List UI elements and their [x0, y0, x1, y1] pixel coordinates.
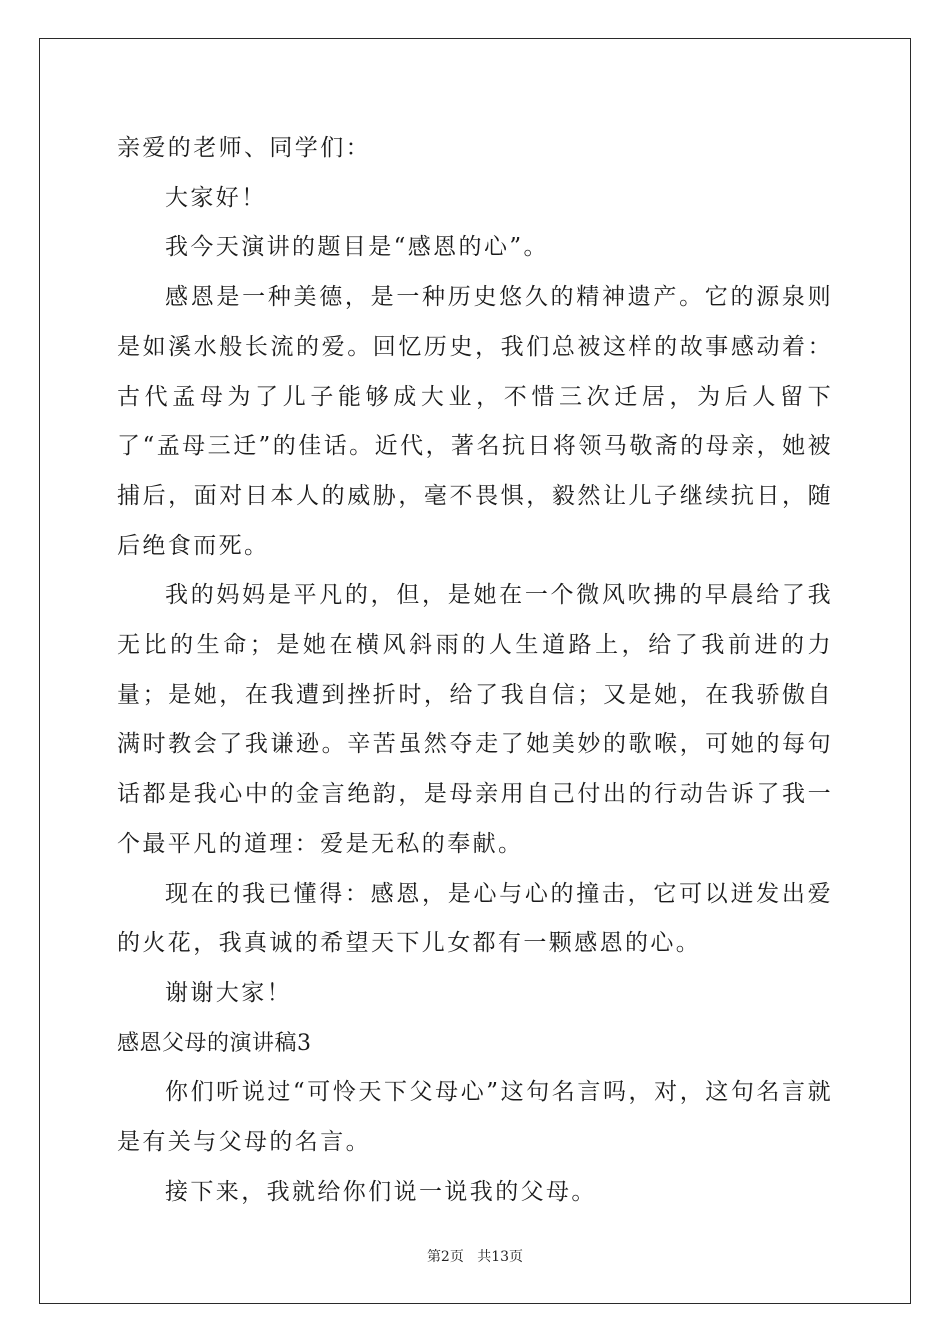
- section-heading: 感恩父母的演讲稿3: [117, 1030, 312, 1056]
- paragraph-intro-parents: 接下来，我就给你们说一说我的父母。: [165, 1178, 597, 1205]
- paragraph-greeting: 大家好！: [165, 184, 267, 211]
- paragraph-mother: 我的妈妈是平凡的，但，是她在一个微风吹拂的早晨给了我无比的生命；是她在横风斜雨的人生道路上，给了我前进的力量；是她，在我遭到挫折时，给了我自信；又是她，在我骄傲自满时教会了我谦逊。辛苦虽然夺走了她美妙的歌喉，可她的每句话都是我心中的金言绝韵，是母亲用自己付出的行动告诉了我一个最平凡的道理：爱是无私的奉献。: [117, 582, 833, 857]
- paragraph-gratitude: 现在的我已懂得：感恩，是心与心的撞击，它可以迸发出爱的火花，我真诚的希望天下儿女都有一颗感恩的心。: [117, 880, 833, 957]
- salutation: 亲爱的老师、同学们：: [117, 135, 371, 161]
- paragraph-topic: 我今天演讲的题目是“感恩的心”。: [165, 234, 549, 261]
- page-number: 第2页: [426, 1249, 464, 1265]
- paragraph-saying: 你们听说过“可怜天下父母心”这句名言吗，对，这句名言就是有关与父母的名言。: [117, 1079, 833, 1156]
- document-body: [117, 124, 833, 1217]
- page-total: 共13页: [477, 1249, 524, 1265]
- paragraph-thanks: 谢谢大家！: [165, 979, 292, 1006]
- paragraph-history: 感恩是一种美德，是一种历史悠久的精神遗产。它的源泉则是如溪水般长流的爱。回忆历史，我们总被这样的故事感动着：古代孟母为了儿子能够成大业，不惜三次迁居，为后人留下了“孟母三迁”的佳话。近代，著名抗日将领马敬斋的母亲，她被捕后，面对日本人的威胁，毫不畏惧，毅然让儿子继续抗日，随后绝食而死。: [117, 284, 833, 559]
- page-footer: [0, 1248, 950, 1266]
